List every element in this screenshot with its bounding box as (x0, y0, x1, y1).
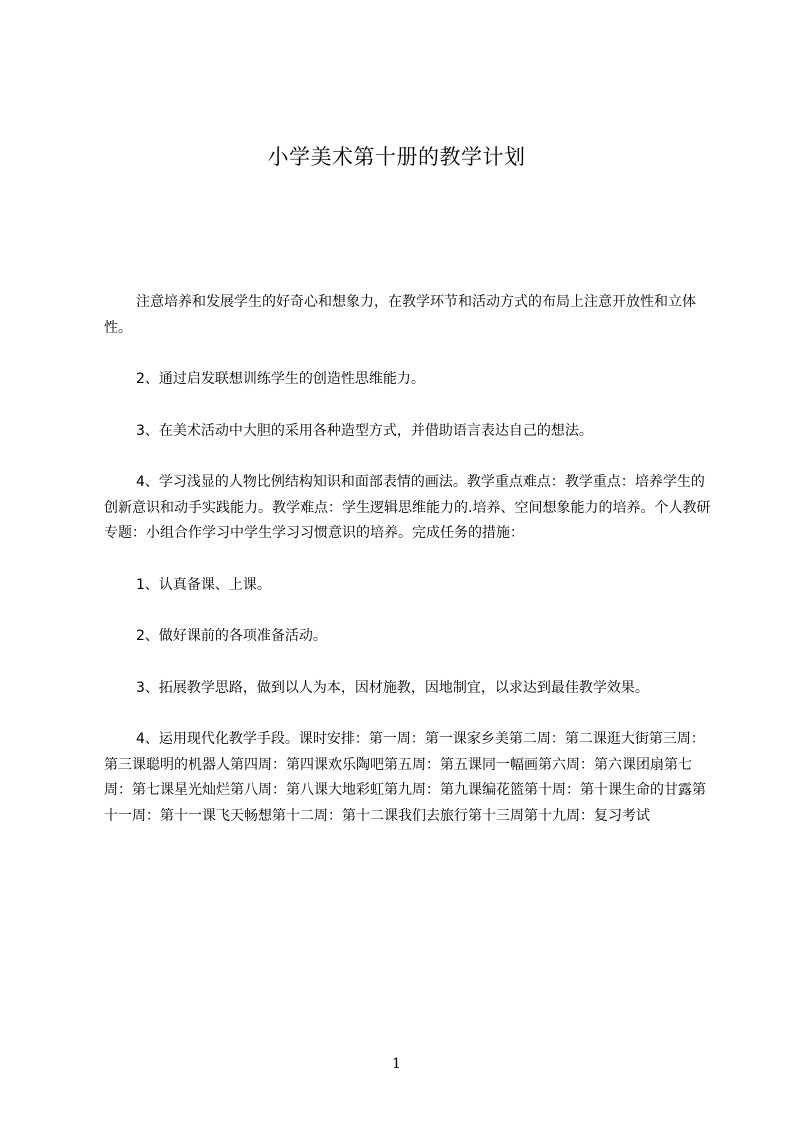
paragraph-measure-3: 3、拓展教学思路，做到以人为本，因材施教，因地制宜，以求达到最佳教学效果。 (136, 679, 649, 696)
paragraph-measure-1: 1、认真备课、上课。 (136, 576, 271, 593)
page-number: 1 (392, 1056, 401, 1072)
paragraph-item-3-modeling: 3、在美术活动中大胆的采用各种造型方式，并借助语言表达自己的想法。 (136, 422, 593, 439)
paragraph-schedule: 4、运用现代化教学手段。课时安排：第一周：第一课家乡美第二周：第二课逛大街第三周：第三课聪明的机器人第四周：第四课欢乐陶吧第五周：第五课同一幅画第六周：第六课团扇第七周：第七课星光灿烂第八周：第八课大地彩虹第九周：第九课编花篮第十周：第十课生命的甘露第十一周：第十一课飞天畅想第十二周：第十二课我们去旅行第十三周第十九周：复习考试 (104, 731, 706, 824)
page-title: 小学美术第十册的教学计划 (267, 145, 526, 169)
paragraph-intro: 注意培养和发展学生的好奇心和想象力，在教学环节和活动方式的布局上注意开放性和立体性。 (104, 294, 696, 336)
paragraph-measure-2: 2、做好课前的各项准备活动。 (136, 628, 327, 644)
paragraph-item-4-key-points: 4、学习浅显的人物比例结构知识和面部表情的画法。教学重点难点：教学重点：培养学生的创新意识和动手实践能力。教学难点：学生逻辑思维能力的.培养、空间想象能力的培养。个人教研专题：小组合作学习中学生学习习惯意识的培养。完成任务的措施： (104, 474, 711, 541)
document-body (104, 290, 714, 855)
paragraph-item-2-thinking: 2、通过启发联想训练学生的创造性思维能力。 (136, 371, 425, 387)
